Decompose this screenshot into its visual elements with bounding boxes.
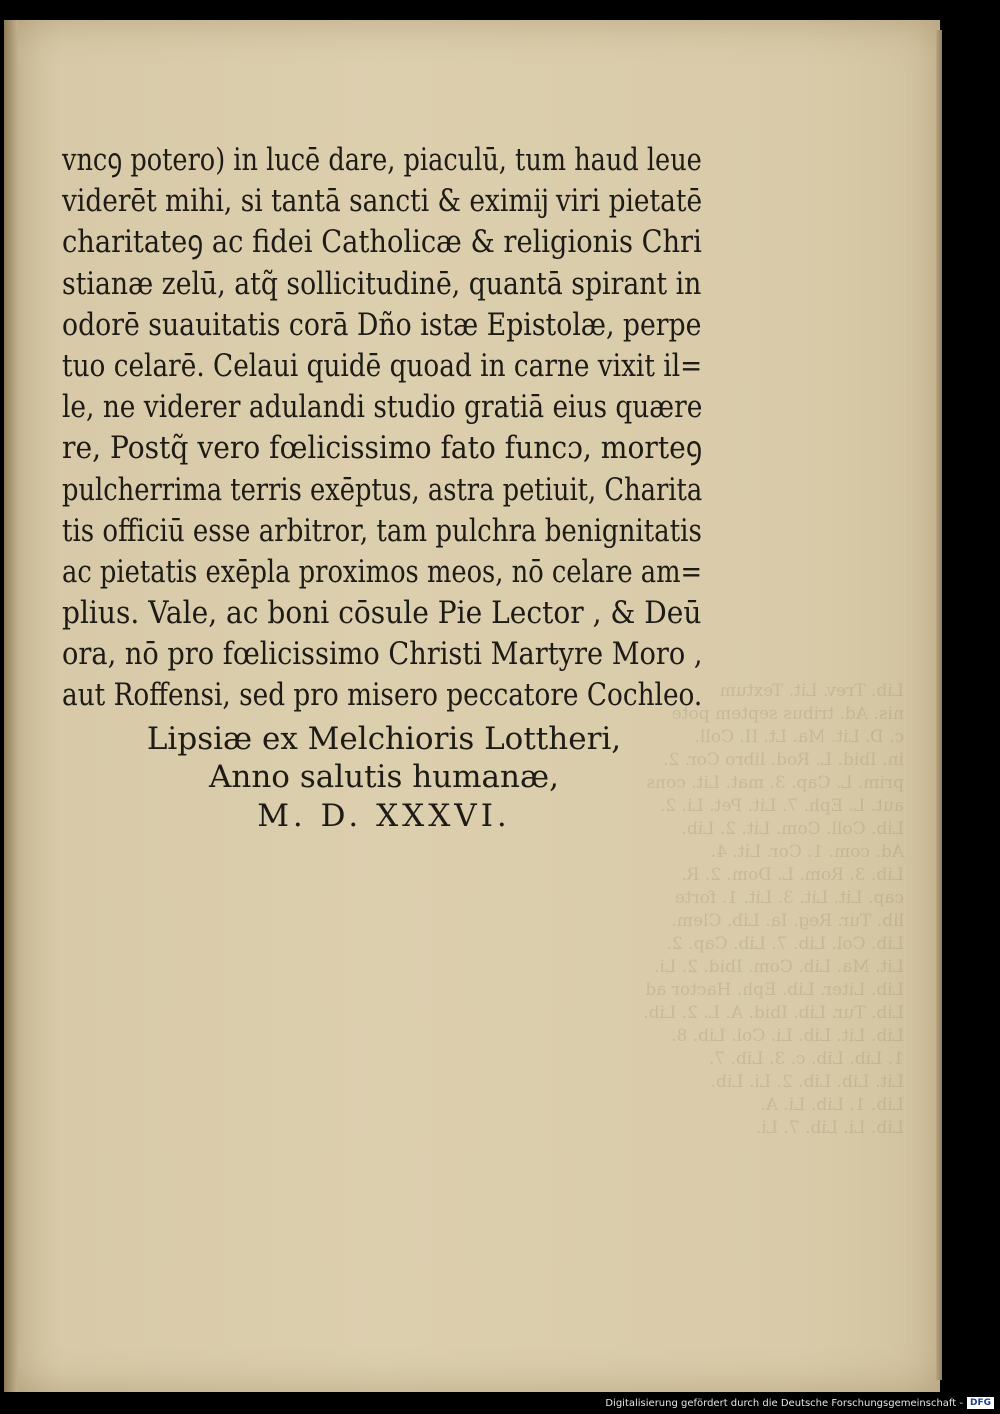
text-line: viderēt mihi, si tantā sancti & eximĳ viri pietatē [62, 183, 703, 220]
show-through-text: Lib. Trev. Lit. Textum nis. Ad. tribus septem pote c. D. Lit. Ma. Lt. II. Coll. in. Ibid. L. Rod. libro Cor. 2. prim. L. Cap. 3. mat. Lit. cons aut. L. Eph. 7. Lit. Pet. Li. 2. Lib. Coll. Com. Lit. 2. Lib. Ad. com. 1. Cor. Lit. 4. Lib. 3. Rom. L. Dom. 2. R. cap. Lit. Lit. 3. Lit. 1. forte lib. Tur. Reg. Ia. Lib. Clem. Lib. Col. Lib. 7. Lib. Cap. 2. Lit. Ma. Lib. Com. Ibid. 2. Li. Lib. Liter. Lib. Eph. Hactor ad Lib. Tur. Lib. Ibid. A. L. 2. Lib. Lib. Lit. Lib. Li. Col. Lib. 8. 1. Lib. Lib. c. 3. Lib. 7. Lit. Lib. Lib. 2. Li. Lib. Lib. 1. Lib. Li. A. Lib. Li. Lib. 7. Li. [643, 681, 904, 1138]
text-line: tis officiū esse arbitror, tam pulchra benignitatis [62, 512, 702, 549]
text-line: ac pietatis exēpla proximos meos, nō celare am= [62, 553, 703, 590]
page-binding-edge [4, 20, 18, 1392]
credit-text: Digitalisierung gefördert durch die Deutsche Forschungsgemeinschaft - [605, 1397, 963, 1409]
text-line: odorē suauitatis corā Dño istæ Epistolæ, perpe [62, 306, 702, 343]
text-line: vncꝯ potero) in lucē dare, piaculū, tum haud leue [62, 142, 702, 178]
text-line: tuo celarē. Celaui quidē quoad in carne vixit il= [62, 347, 703, 384]
text-line: charitateꝯ ac fidei Catholicæ & religionis Chri [62, 224, 702, 261]
colophon-place: Lipsiæ ex Melchioris Lottheri, [146, 721, 622, 757]
text-line: stianæ zelū, atq̃ sollicitudinē, quantā spirant in [62, 265, 702, 302]
text-line: ora, nō pro fœlicissimo Christi Martyre Moro , [62, 636, 703, 673]
text-line: aut Roffensi, sed pro misero peccatore Cochleo. [62, 677, 703, 714]
body-text [62, 140, 712, 717]
text-line: re, Postq̃ vero fœlicissimo fato funcɔ, morteꝯ [62, 430, 703, 467]
digitization-credit [605, 1396, 994, 1410]
page-fore-edge [936, 30, 942, 1380]
dfg-logo: DFG [967, 1397, 994, 1409]
colophon-year-words: Anno salutis humanæ, [208, 759, 559, 795]
colophon [104, 720, 664, 836]
text-line: plius. Vale, ac boni cōsule Pie Lector , & Deū [62, 595, 702, 632]
text-line: pulcherrima terris exēptus, astra petiuit, Charita [62, 471, 703, 508]
book-page [4, 20, 940, 1392]
colophon-year: M. D. XXXVI. [257, 798, 511, 834]
text-line: le, ne viderer adulandi studio gratiā eius quære [62, 389, 703, 426]
